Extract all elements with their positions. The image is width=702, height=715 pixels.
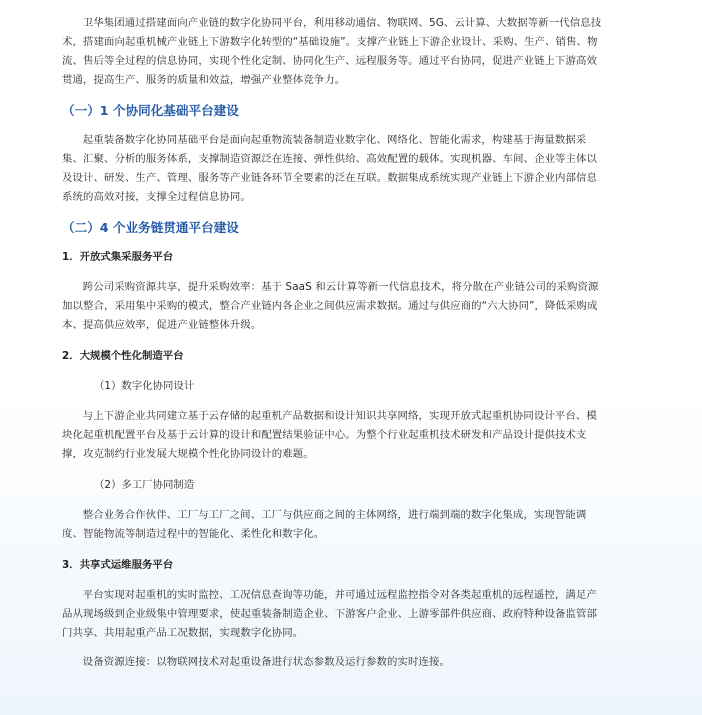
subsection-2-item-2-paragraph: 整合业务合作伙伴、工厂与工厂之间、工厂与供应商之间的主体网络，进行端到端的数字化集成，实现智能调度、智能物流等制造过程中的智能化、柔性化和数字化。 — [62, 509, 587, 540]
section-2-heading: （二）4 个业务链贯通平台建设 — [62, 220, 239, 235]
subsection-2-heading: 2．大规模个性化制造平台 — [62, 350, 184, 362]
subsection-3-paragraph: 平台实现对起重机的实时监控、工况信息查询等功能，并可通过远程监控指令对各类起重机的远程遥控，满足产品从现场级到企业级集中管理要求，使起重装备制造企业、下游客户企业、上游零部件供应商、政府特种设备监管部门共享、共用起重产品工况数据，实现数字化协同。 — [62, 589, 598, 639]
subsection-3-heading: 3．共享式运维服务平台 — [62, 559, 174, 571]
section-1-paragraph: 起重装备数字化协同基础平台是面向起重物流装备制造业数字化、网络化、智能化需求，构建基于海量数据采集、汇聚、分析的服务体系，支撑制造资源泛在连接、弹性供给、高效配置的载体。实现机器、车间、企业等主体以及设计、研发、生产、管理、服务等产业链各环节全要素的泛在互联。数据集成系统实现产业链上下游企业内部信息系统的高效对接，支撑全过程信息协同。 — [62, 134, 598, 203]
subsection-3-paragraph-2: 设备资源连接：以物联网技术对起重设备进行状态参数及运行参数的实时连接。 — [82, 656, 450, 668]
section-1-heading: （一）1 个协同化基础平台建设 — [62, 103, 239, 118]
intro-paragraph: 卫华集团通过搭建面向产业链的数字化协同平台，利用移动通信、物联网、5G、云计算、大数据等新一代信息技术，搭建面向起重机械产业链上下游数字化转型的“基础设施”。支撑产业链上下游企业设计、采购、生产、销售、物流、售后等全过程的信息协同，实现个性化定制、协同化生产、远程服务等。通过平台协同，促进产业链上下游高效贯通，提高生产、服务的质量和效益，增强产业整体竞争力。 — [62, 17, 602, 86]
document-content — [62, 14, 607, 672]
subsection-1-paragraph: 跨公司采购资源共享，提升采购效率：基于 SaaS 和云计算等新一代信息技术，将分散在产业链公司的采购资源加以整合，采用集中采购的模式，整合产业链内各企业之间供应需求数据。通过与供应商的“六大协同”，降低采购成本、提高供应效率，促进产业链整体升级。 — [62, 281, 599, 331]
subsection-2-item-1-title: （1）数字化协同设计 — [94, 380, 195, 392]
subsection-2-item-1-paragraph: 与上下游企业共同建立基于云存储的起重机产品数据和设计知识共享网络，实现开放式起重机协同设计平台、模块化起重机配置平台及基于云计算的设计和配置结果验证中心。为整个行业起重机技术研发和产品设计提供技术支撑，攻克制约行业发展大规模个性化协同设计的难题。 — [62, 410, 597, 460]
subsection-1-heading: 1．开放式集采服务平台 — [62, 251, 174, 263]
subsection-2-item-2-title: （2）多工厂协同制造 — [94, 479, 195, 491]
